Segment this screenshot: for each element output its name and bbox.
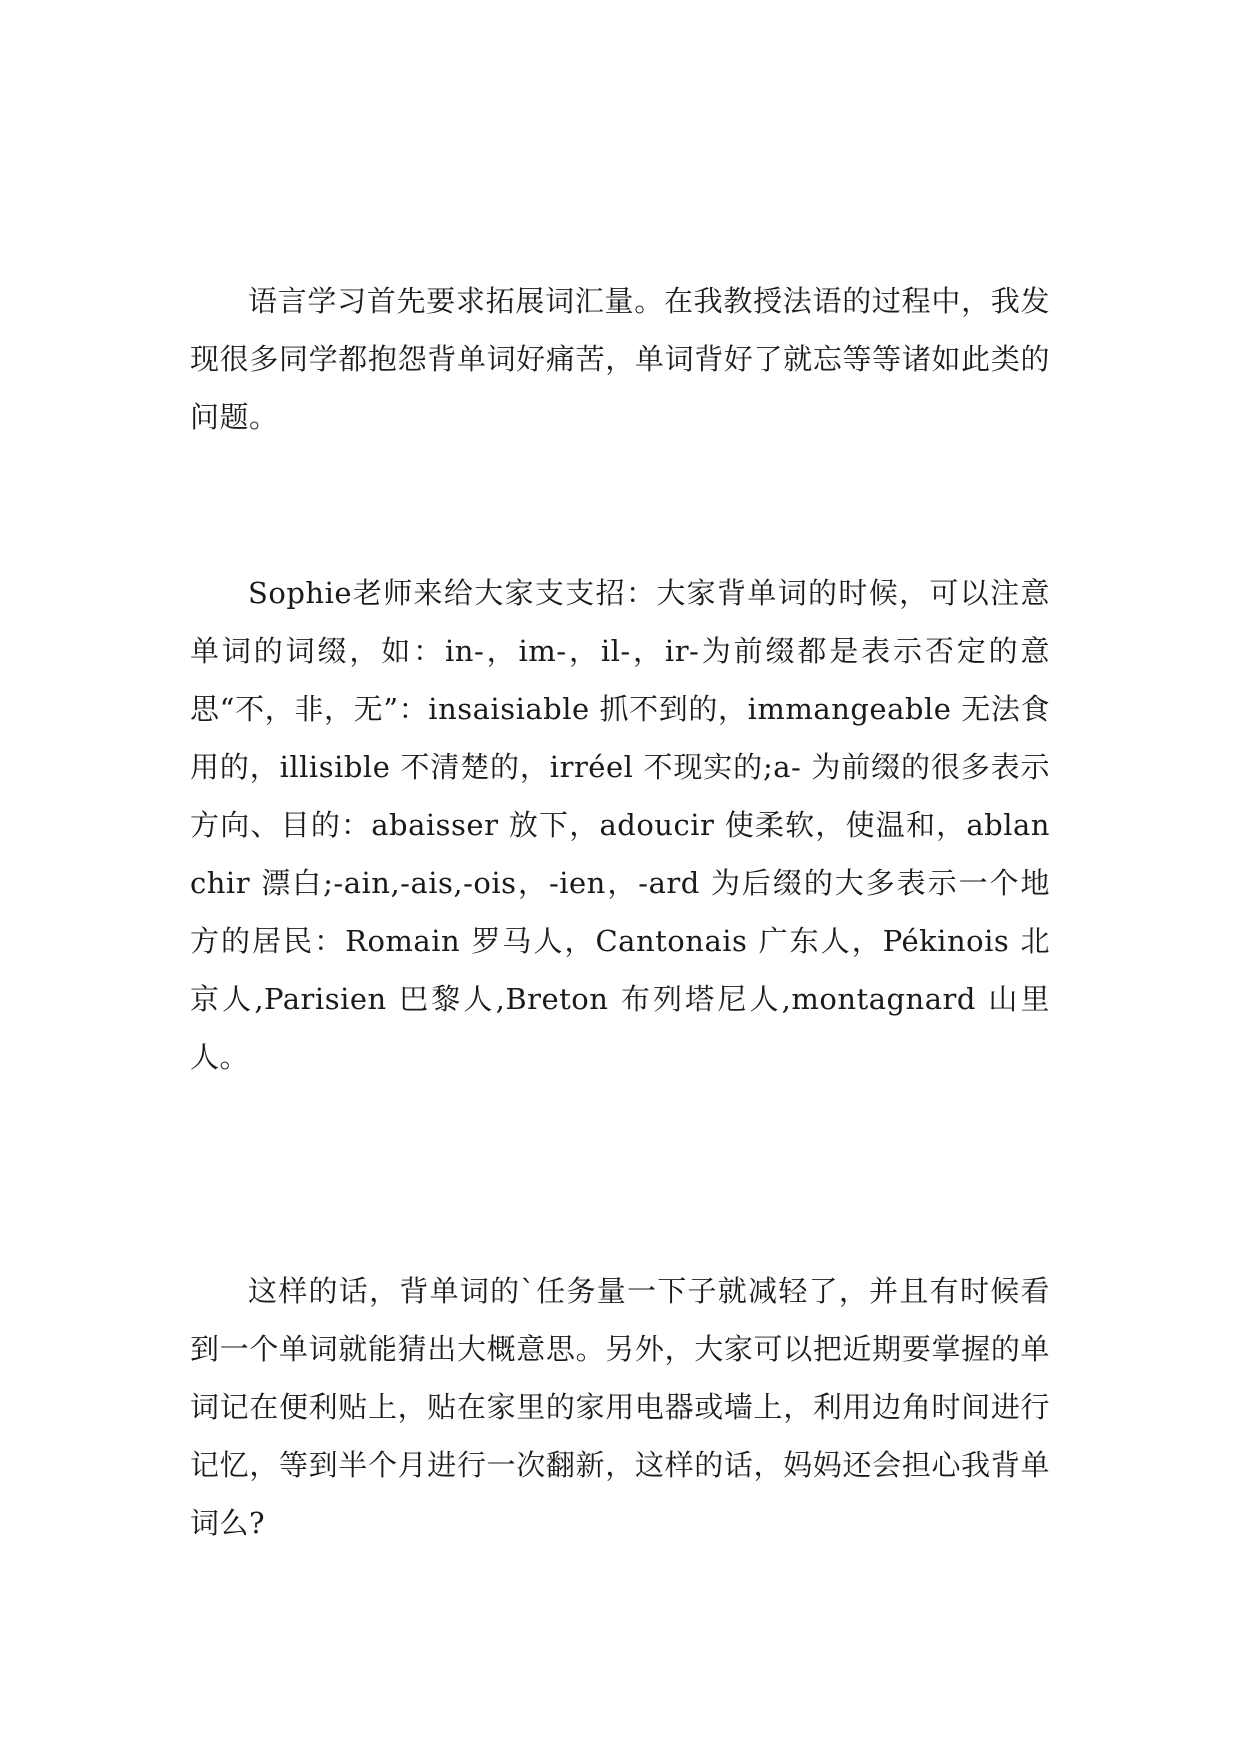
paragraph-conclusion: 这样的话，背单词的`任务量一下子就减轻了，并且有时候看到一个单词就能猜出大概意思。另外，大家可以把近期要掌握的单词记在便利贴上，贴在家里的家用电器或墙上，利用边角时间进行记忆，等到半个月进行一次翻新，这样的话，妈妈还会担心我背单词么? bbox=[190, 1274, 1050, 1540]
paragraph-intro: 语言学习首先要求拓展词汇量。在我教授法语的过程中，我发现很多同学都抱怨背单词好痛苦，单词背好了就忘等等诸如此类的问题。 bbox=[190, 284, 1050, 434]
paragraph-affix-tips: Sophie老师来给大家支支招：大家背单词的时候，可以注意单词的词缀，如：in-，im-，il-，ir-为前缀都是表示否定的意思“不，非，无”：insaisiable 抓不到的，immangeable 无法食用的，illisible 不清楚的，irréel 不现实的;a- 为前缀的很多表示方向、目的：abaisser 放下，adoucir 使柔软，使温和，ablanchir 漂白;-ain,-ais,-ois，-ien，-ard 为后缀的大多表示一个地方的居民：Romain 罗马人，Cantonais 广东人，Pékinois 北京人,Parisien 巴黎人,Breton 布列塔尼人,montagnard 山里人。 bbox=[190, 576, 1050, 1074]
